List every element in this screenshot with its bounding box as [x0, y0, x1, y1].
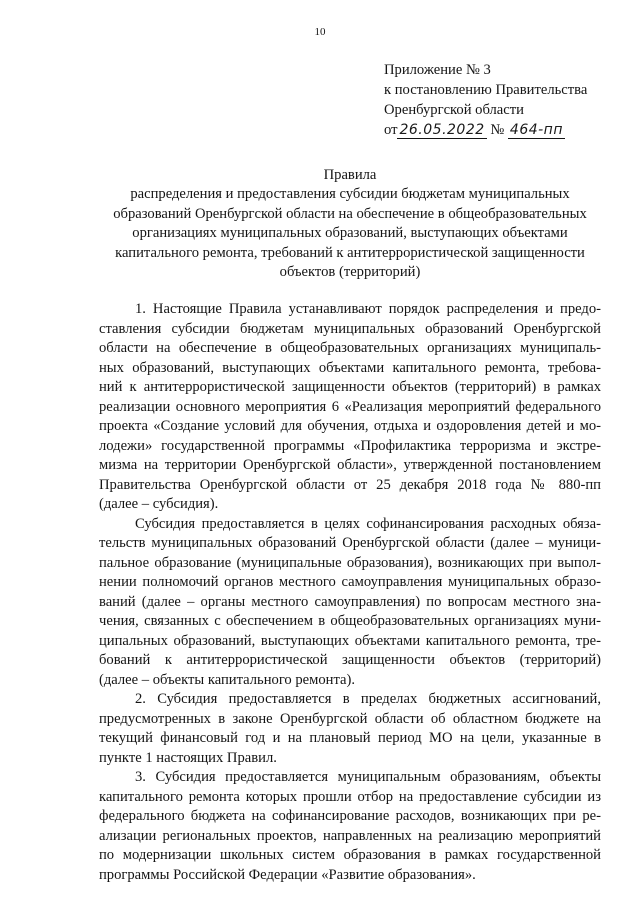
title-line: капитального ремонта, требований к антитеррористической защищенности [115, 244, 585, 261]
handwritten-date: 26.05.2022 [399, 122, 485, 138]
title-heading: Правила [323, 167, 377, 183]
title-line: распределения и предоставления субсидии бюджетам муниципальных [130, 186, 570, 203]
appendix-block [384, 60, 624, 140]
paragraph-line: 2. Субсидия предоставляется в пределах бюджетных ассигнований, [135, 691, 601, 707]
paragraph-line: Правительства Оренбургской области от 25 декабря 2018 года № 880-пп [99, 476, 601, 493]
appendix-date-line [384, 120, 624, 140]
paragraph-line: ваний (далее – органы местного самоуправления) по вопросам местного зна- [99, 593, 601, 610]
appendix-region-line: Оренбургской области [384, 102, 524, 118]
appendix-resolution-line: к постановлению Правительства [384, 82, 588, 98]
paragraph-line: ний к антитеррористической защищенности объектов (территорий) в рамках [99, 379, 601, 395]
paragraph-line: тельств муниципальных образований Оренбургской области (далее – муници- [99, 535, 601, 551]
paragraph-line: капитального ремонта которых прошли отбор на предоставление субсидии из [99, 788, 601, 805]
paragraph-line: ализации региональных проектов, направленных на реализацию мероприятий [99, 827, 601, 844]
paragraph-line: мизма на территории Оренбургской области», утвержденной постановлением [99, 457, 601, 473]
paragraph-line: области на обеспечение в общеобразовательных организациях муниципаль- [99, 340, 601, 356]
paragraph-line: проекта «Создание условий для обучения, отдыха и оздоровления детей и мо- [99, 418, 601, 434]
paragraph-line: программы Российской Федерации «Развитие образования». [99, 866, 476, 883]
document-body [99, 300, 601, 885]
page-number: 10 [314, 26, 326, 38]
document-title [96, 166, 604, 282]
paragraph-line: пункте 1 настоящих Правил. [99, 749, 277, 766]
paragraph-line: бований к антитеррористической защищенности объектов (территорий) [99, 652, 601, 668]
paragraph-line: ных образований, выступающих объектами капитального ремонта, требова- [99, 359, 601, 376]
handwritten-number: 464-пп [509, 122, 563, 138]
paragraph-4 [99, 768, 601, 885]
paragraph-line: предусмотренных в законе Оренбургской области об областном бюджете на [99, 710, 601, 727]
paragraph-line: 3. Субсидия предоставляется муниципальным образованиям, объекты [135, 769, 601, 785]
title-line: образований Оренбургской области на обеспечение в общеобразовательных [113, 205, 587, 222]
paragraph-line: лодежи» государственной программы «Профилактика терроризма и экстре- [99, 437, 601, 454]
paragraph-line: текущий финансовый год и на плановый период МО на цели, указанные в [99, 730, 601, 746]
paragraph-line: Субсидия предоставляется в целях софинансирования расходных обяза- [135, 515, 601, 532]
paragraph-line: по модернизации школьных систем образования в рамках государственной [99, 847, 601, 863]
paragraph-1 [99, 300, 601, 515]
paragraph-line: нении полномочий органов местного самоуправления муниципальных образо- [99, 574, 601, 590]
paragraph-line: федерального бюджета на софинансирование расходов, возникающих при ре- [99, 808, 601, 824]
paragraph-line: (далее – объекты капитального ремонта). [99, 671, 356, 688]
paragraph-line: ставления субсидии бюджетам муниципальных образований Оренбургской [99, 320, 601, 337]
number-sign: № [490, 122, 505, 138]
paragraph-3 [99, 690, 601, 768]
title-line: организациях муниципальных образований, выступающих объектами [132, 225, 568, 242]
paragraph-2 [99, 515, 601, 691]
paragraph-line: 1. Настоящие Правила устанавливают порядок распределения и предо- [135, 301, 601, 317]
title-line: объектов (территорий) [279, 264, 421, 281]
date-prefix: от [384, 122, 398, 138]
paragraph-line: ципальных образований, выступающих объектами капитального ремонта, тре- [99, 632, 601, 649]
appendix-title: Приложение № 3 [384, 62, 491, 78]
paragraph-line: (далее – субсидия). [99, 496, 219, 512]
paragraph-line: чения, связанных с обеспечением в общеобразовательных организациях муни- [99, 613, 601, 629]
paragraph-line: пальное образование (муниципальные образования), возникающих при выпол- [99, 554, 601, 571]
paragraph-line: реализации основного мероприятия 6 «Реализация мероприятий федерального [99, 398, 601, 415]
